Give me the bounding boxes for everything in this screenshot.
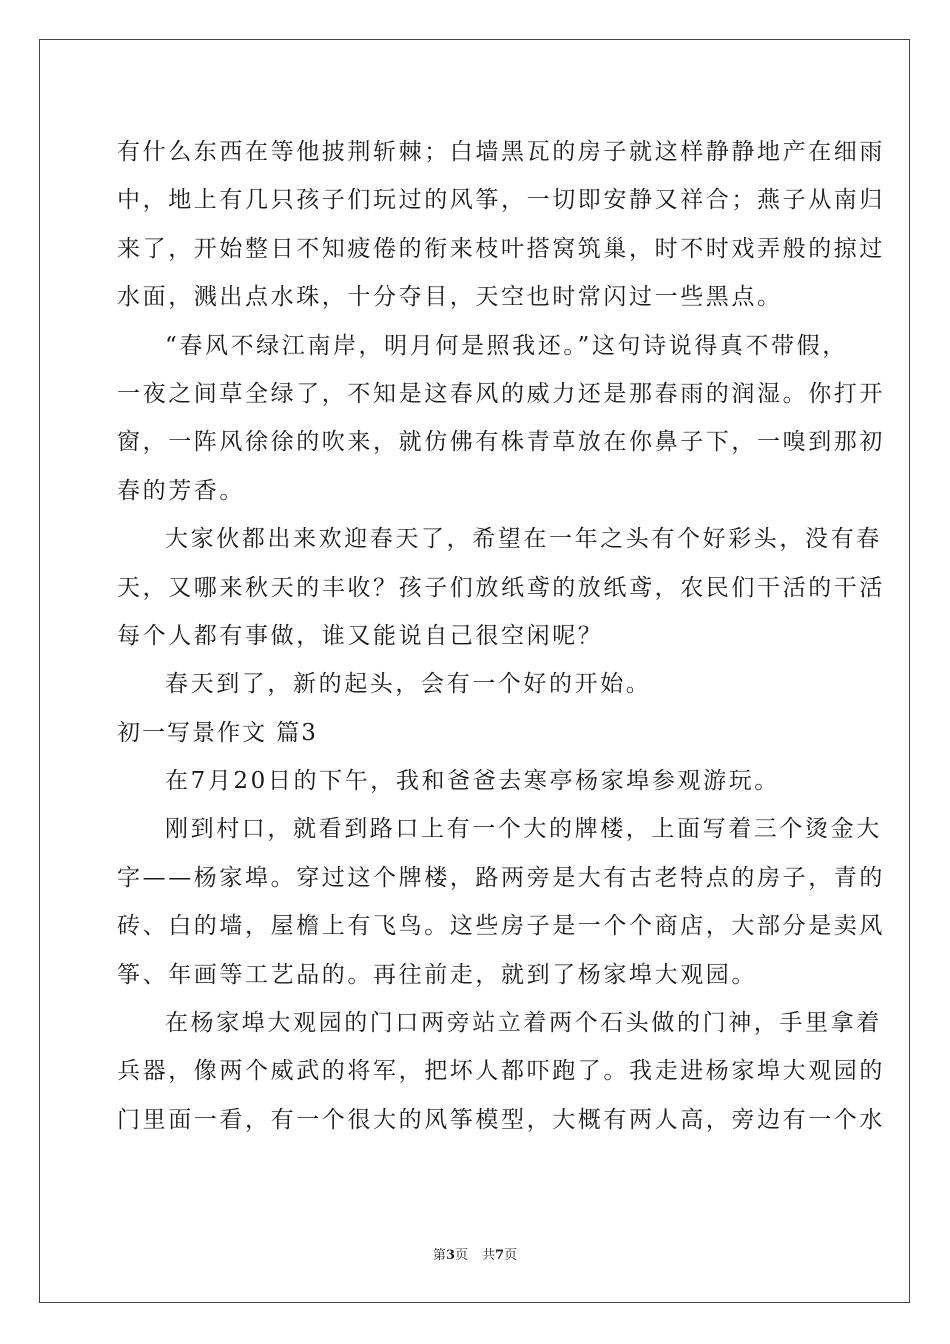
text-line: 中，地上有几只孩子们玩过的风筝，一切即安静又祥合；燕子从南归 [117, 187, 885, 214]
page-footer [0, 1244, 950, 1263]
text-line: 每个人都有事做，谁又能说自己很空闲呢？ [117, 622, 604, 649]
current-page-number: 3 [445, 1248, 455, 1263]
section-heading: 初一写景作文 篇3 [117, 719, 318, 746]
text-line: 在杨家埠大观园的门口两旁站立着两个石头做的门神，手里拿着 [165, 1010, 882, 1037]
text-line: 天，又哪来秋天的丰收？孩子们放纸鸢的放纸鸢，农民们干活的干活 [117, 574, 885, 601]
text-line: 门里面一看，有一个很大的风筝模型，大概有两人高，旁边有一个水 [117, 1106, 885, 1133]
text-line: 有什么东西在等他披荆斩棘；白墙黑瓦的房子就这样静静地产在细雨 [117, 139, 885, 165]
text-line: 砖、白的墙，屋檐上有飞鸟。这些房子是一个个商店，大部分是卖风 [117, 913, 885, 940]
text-line: 筝、年画等工艺品的。再往前走，就到了杨家埠大观园。 [117, 961, 757, 988]
page-prefix: 第 [432, 1248, 446, 1263]
document-body [117, 128, 885, 1144]
text-line: 大家伙都出来欢迎春天了，希望在一年之头有个好彩头，没有春 [165, 526, 882, 553]
total-suffix: 页 [504, 1248, 518, 1263]
text-line: 一夜之间草全绿了，不知是这春风的威力还是那春雨的润湿。你打开 [117, 380, 885, 407]
total-page-count: 7 [495, 1248, 505, 1263]
text-line: 兵器，像两个威武的将军，把坏人都吓跑了。我走进杨家埠大观园的 [117, 1058, 885, 1085]
text-line: 刚到村口，就看到路口上有一个大的牌楼，上面写着三个烫金大 [165, 816, 882, 843]
text-line: “春风不绿江南岸，明月何是照我还。”这句诗说得真不带假， [165, 332, 848, 359]
total-prefix: 共 [482, 1248, 496, 1263]
text-line: 春天到了，新的起头，会有一个好的开始。 [165, 671, 652, 698]
text-line: 在7月20日的下午，我和爸爸去寒亭杨家埠参观游玩。 [165, 768, 780, 795]
text-line: 春的芳香。 [117, 477, 245, 504]
text-line: 来了，开始整日不知疲倦的衔来枝叶搭窝筑巢，时不时戏弄般的掠过 [117, 235, 885, 262]
text-line: 窗，一阵风徐徐的吹来，就仿佛有株青草放在你鼻子下，一嗅到那初 [117, 429, 885, 456]
text-line: 水面，溅出点水珠，十分夺目，天空也时常闪过一些黑点。 [117, 284, 783, 311]
page-suffix: 页 [454, 1248, 468, 1263]
text-line: 字——杨家埠。穿过这个牌楼，路两旁是大有古老特点的房子，青的 [117, 864, 885, 891]
